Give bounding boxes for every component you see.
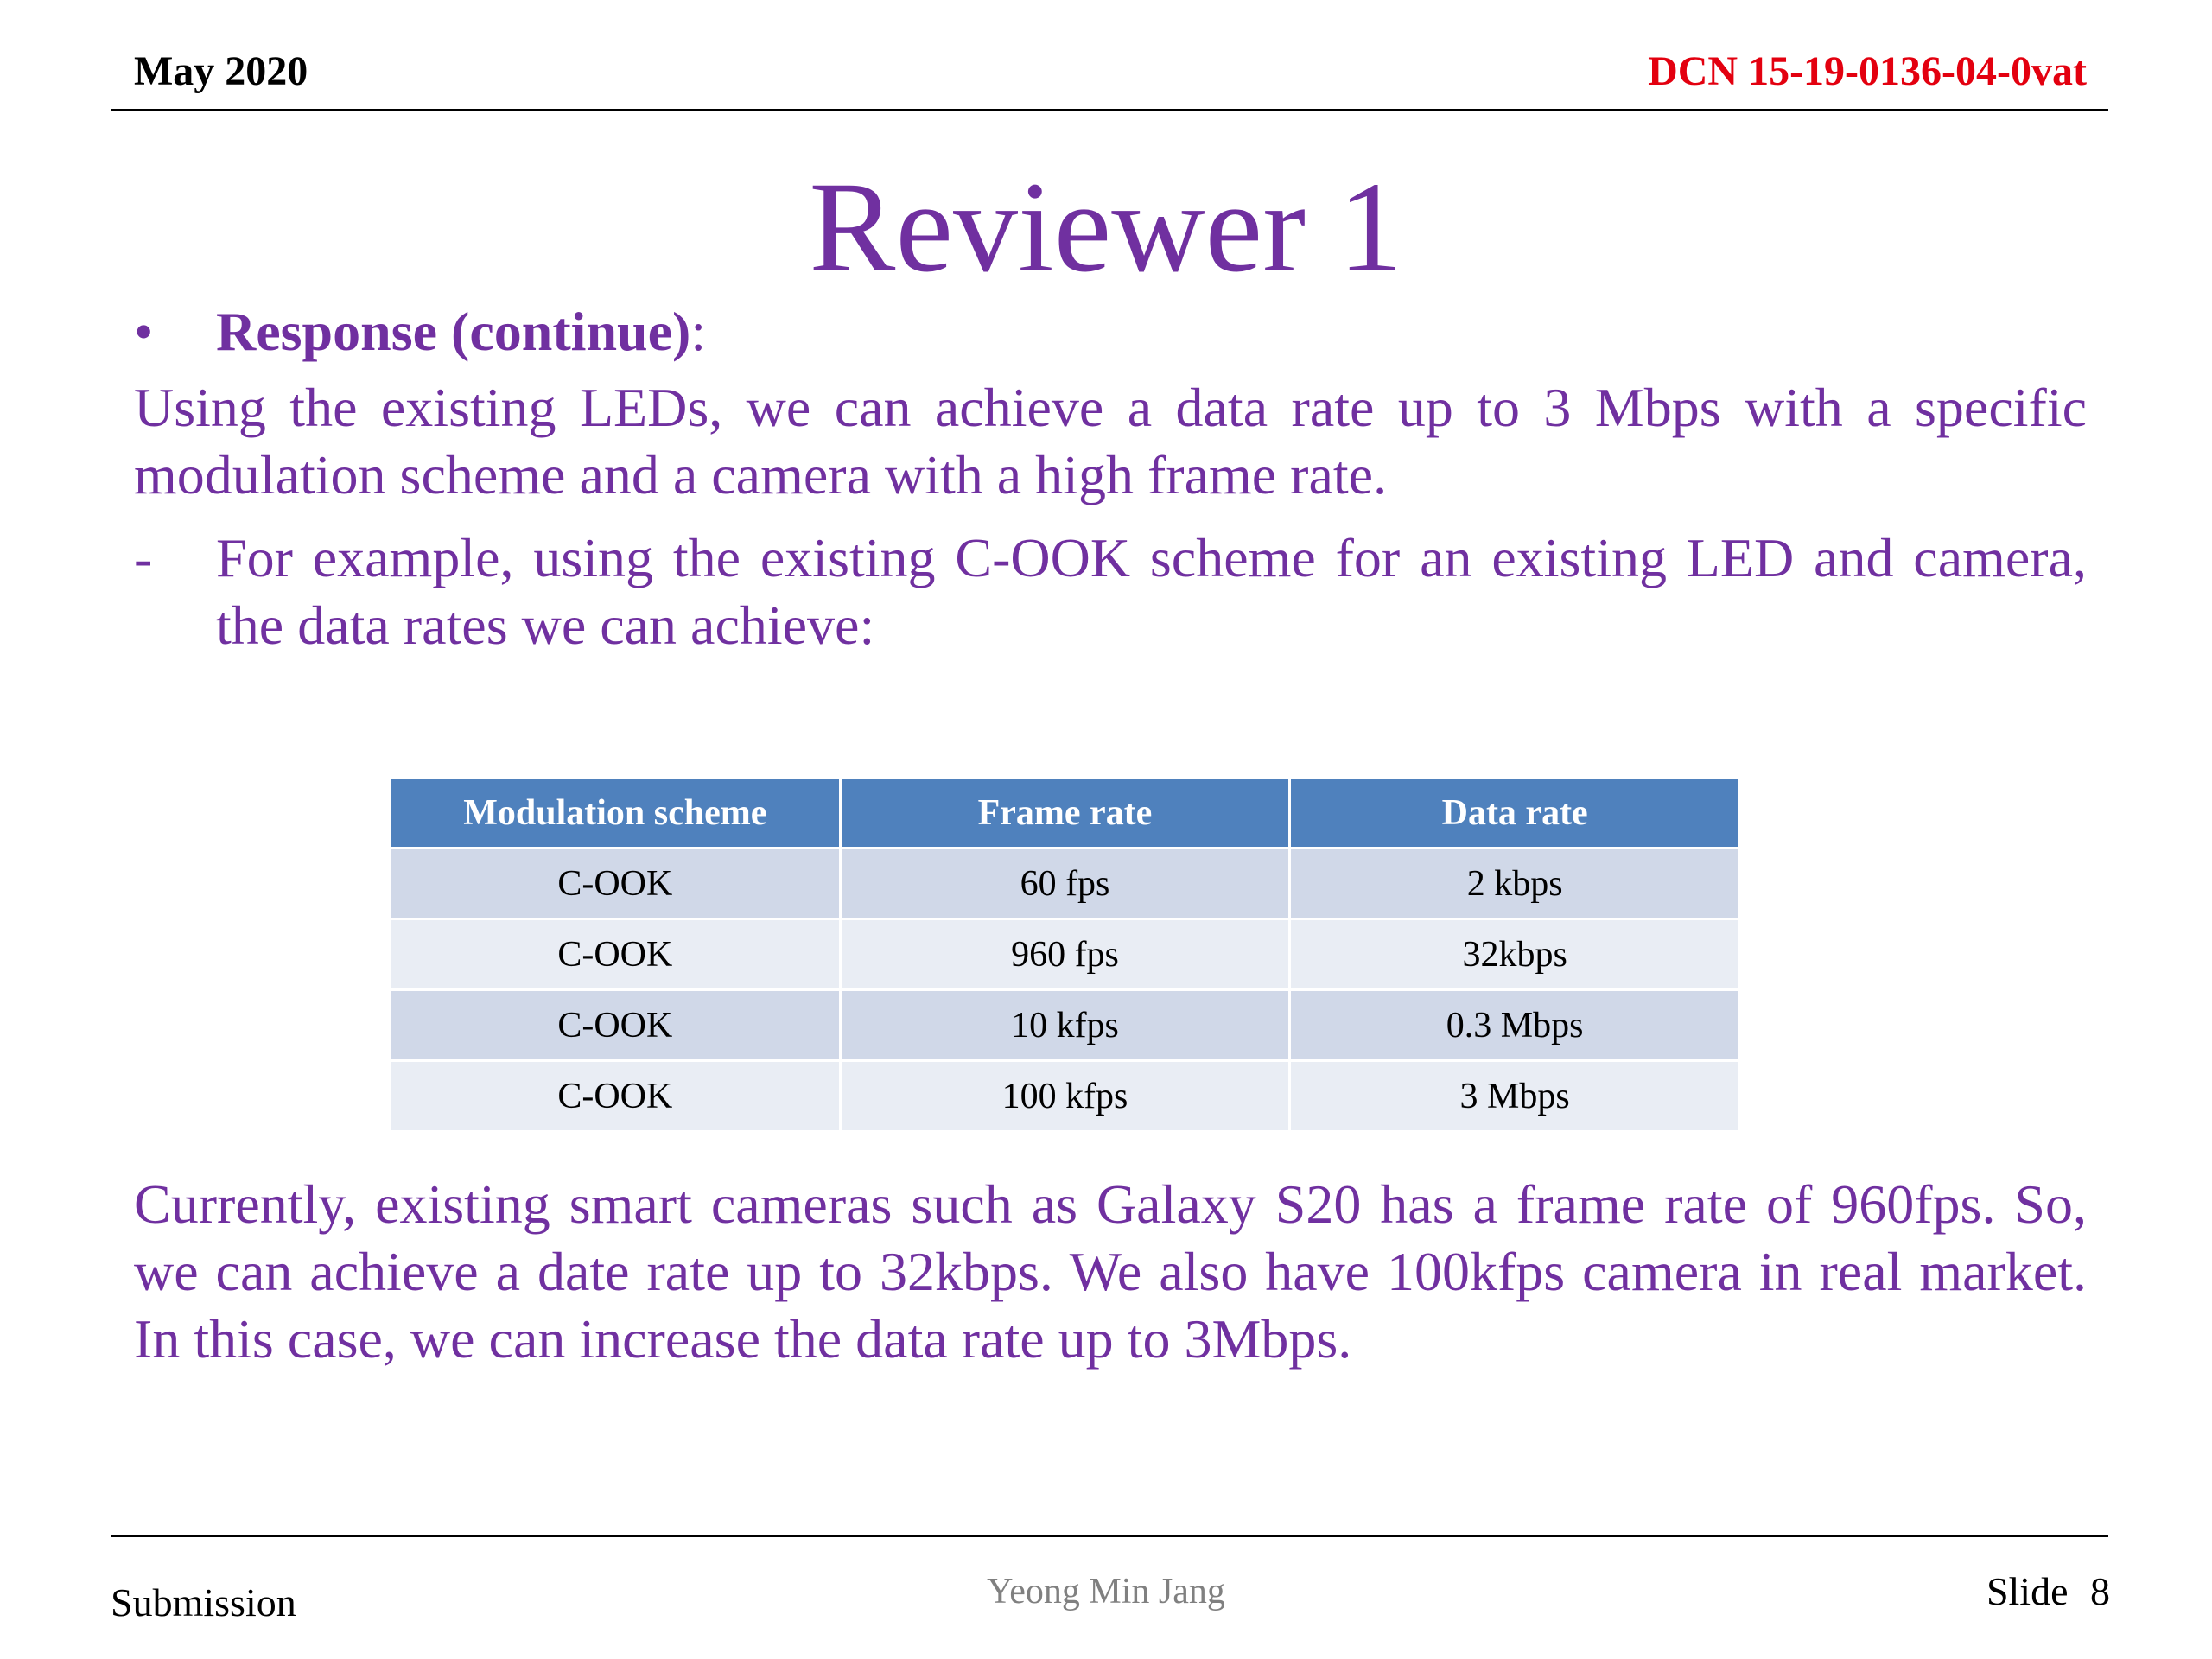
bullet-heading: Response (continue) bbox=[216, 301, 691, 362]
cell-frame-rate: 60 fps bbox=[840, 849, 1290, 919]
dash-mark-icon: - bbox=[134, 527, 153, 588]
table-row bbox=[391, 990, 1740, 1061]
cell-frame-rate: 960 fps bbox=[840, 919, 1290, 990]
paragraph-intro: Using the existing LEDs, we can achieve a data rate up to 3 Mbps with a specific modulation scheme and a camera with a high frame rate. bbox=[134, 377, 2087, 505]
header-frame-rate: Frame rate bbox=[840, 778, 1290, 849]
header-date: May 2020 bbox=[134, 48, 308, 94]
bullet-dot-icon: • bbox=[134, 301, 154, 362]
slide-body bbox=[134, 298, 2087, 659]
slide-title: Reviewer 1 bbox=[809, 156, 1403, 299]
footer-slide-number: Slide 8 bbox=[1986, 1569, 2110, 1613]
data-rate-table bbox=[389, 776, 1741, 1133]
cell-modulation: C-OOK bbox=[391, 919, 841, 990]
dash-item-example bbox=[134, 524, 2087, 659]
bullet-response bbox=[134, 298, 2087, 365]
cell-modulation: C-OOK bbox=[391, 1061, 841, 1132]
cell-modulation: C-OOK bbox=[391, 849, 841, 919]
header-dcn-number: DCN 15-19-0136-04-0vat bbox=[1648, 48, 2087, 94]
table-row bbox=[391, 919, 1740, 990]
cell-data-rate: 32kbps bbox=[1290, 919, 1740, 990]
table-row bbox=[391, 1061, 1740, 1132]
cell-frame-rate: 10 kfps bbox=[840, 990, 1290, 1061]
table-row bbox=[391, 849, 1740, 919]
footer-author: Yeong Min Jang bbox=[987, 1572, 1225, 1611]
cell-data-rate: 2 kbps bbox=[1290, 849, 1740, 919]
dash-item-text: For example, using the existing C-OOK scheme for an existing LED and camera, the data rates we can achieve: bbox=[216, 527, 2087, 656]
footer-divider bbox=[111, 1535, 2108, 1537]
header-data-rate: Data rate bbox=[1290, 778, 1740, 849]
table-header-row bbox=[391, 778, 1740, 849]
cell-frame-rate: 100 kfps bbox=[840, 1061, 1290, 1132]
cell-data-rate: 0.3 Mbps bbox=[1290, 990, 1740, 1061]
header-modulation-scheme: Modulation scheme bbox=[391, 778, 841, 849]
paragraph-conclusion: Currently, existing smart cameras such as Galaxy S20 has a frame rate of 960fps. So, we can achieve a date rate up to 32kbps. We also have 100kfps camera in real market. In this case, we can increase the data rate up to 3Mbps. bbox=[134, 1173, 2087, 1370]
cell-data-rate: 3 Mbps bbox=[1290, 1061, 1740, 1132]
bullet-suffix: : bbox=[690, 301, 707, 362]
footer-submission: Submission bbox=[111, 1580, 296, 1624]
cell-modulation: C-OOK bbox=[391, 990, 841, 1061]
header-divider bbox=[111, 109, 2108, 111]
